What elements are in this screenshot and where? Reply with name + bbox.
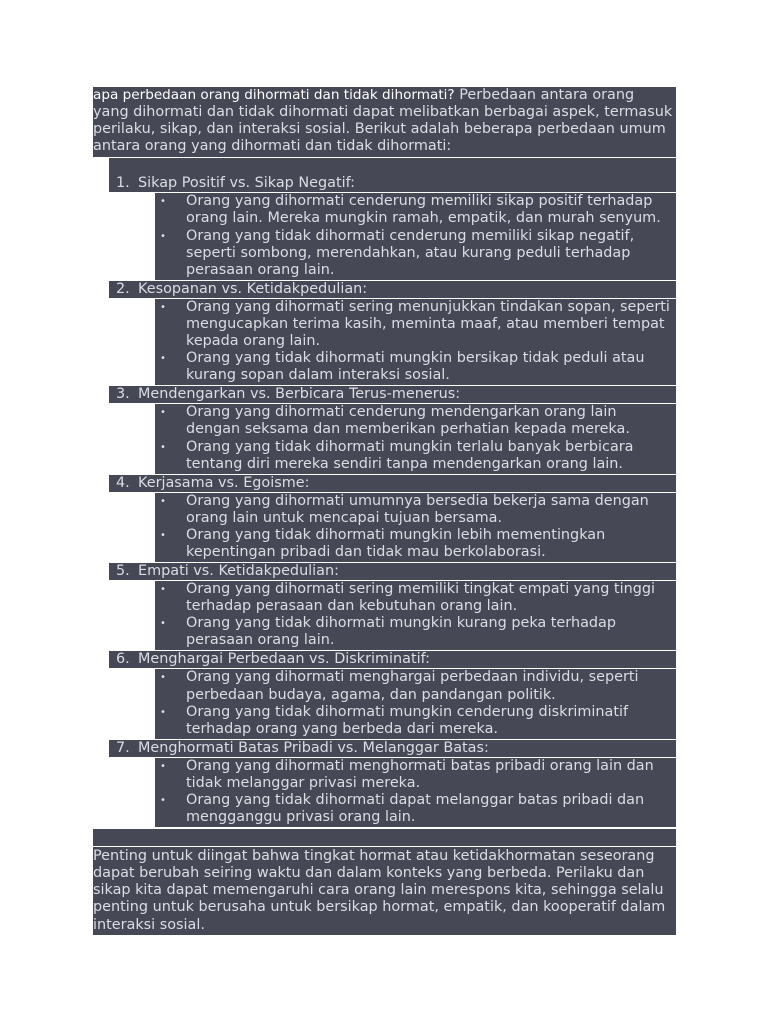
bullet-point	[155, 704, 676, 738]
bullet-point	[155, 299, 676, 350]
bullet-text: Orang yang tidak dihormati mungkin kurang peka terhadap perasaan orang lain.	[186, 615, 616, 649]
section-item	[93, 651, 676, 739]
section-item	[93, 740, 676, 828]
section-number: 5.	[116, 563, 130, 580]
bullet-list	[155, 193, 676, 280]
bullet-icon: •	[160, 441, 166, 453]
section-title: Sikap Positif vs. Sikap Negatif:	[138, 175, 356, 192]
bullet-text: Orang yang tidak dihormati mungkin terlalu banyak berbicara tentang diri mereka sendiri tanpa mendengarkan orang lain.	[186, 438, 634, 472]
section-item	[93, 175, 676, 280]
section-item	[93, 475, 676, 563]
bullet-point	[155, 439, 676, 473]
bullet-icon: •	[160, 672, 166, 684]
section-item	[93, 281, 676, 386]
section-heading	[109, 651, 676, 669]
bullet-icon: •	[160, 795, 166, 806]
bullet-list	[155, 404, 676, 474]
bullet-point	[155, 228, 676, 279]
bullet-list	[155, 669, 676, 739]
bullet-text: Orang yang tidak dihormati cenderung memiliki sikap negatif, seperti sombong, merendahkan, atau kurang peduli terhadap perasaan orang lain.	[186, 227, 635, 278]
bullet-point	[155, 193, 676, 227]
section-heading	[109, 475, 676, 493]
section-number: 7.	[116, 739, 130, 756]
section-heading	[109, 386, 676, 404]
section-title: Empati vs. Ketidakpedulian:	[138, 563, 339, 580]
bullet-icon: •	[160, 760, 166, 772]
bullet-icon: •	[160, 495, 166, 507]
empty-band-end	[93, 828, 676, 847]
bullet-point	[155, 581, 676, 615]
bullet-list	[155, 581, 676, 651]
section-title: Menghormati Batas Pribadi vs. Melanggar Batas:	[138, 739, 489, 756]
bullet-icon: •	[160, 196, 166, 208]
bullet-text: Orang yang dihormati cenderung mendengarkan orang lain dengan seksama dan memberikan perhatian kepada mereka.	[186, 404, 630, 438]
section-title: Kerjasama vs. Egoisme:	[138, 474, 310, 491]
bullet-point	[155, 493, 676, 527]
bullet-point	[155, 669, 676, 703]
bullet-text: Orang yang dihormati sering menunjukkan tindakan sopan, seperti mengucapkan terima kasih, meminta maaf, atau memberi tempat kepada orang lain.	[186, 298, 670, 350]
bullet-icon: •	[160, 301, 166, 313]
bullet-icon: •	[160, 230, 166, 242]
intro-question: apa perbedaan orang dihormati dan tidak dihormati?	[93, 87, 455, 103]
intro-paragraph	[93, 87, 676, 157]
empty-band	[109, 157, 676, 175]
bullet-point	[155, 792, 676, 826]
bullet-text: Orang yang tidak dihormati mungkin cenderung diskriminatif terhadap orang yang berbeda dari mereka.	[186, 703, 629, 737]
section-heading	[109, 563, 676, 581]
section-title: Menghargai Perbedaan vs. Diskriminatif:	[138, 651, 431, 668]
bullet-icon: •	[160, 529, 166, 541]
bullet-text: Orang yang dihormati menghargai perbedaan individu, seperti perbedaan budaya, agama, dan pandangan politik.	[186, 669, 639, 703]
bullet-icon: •	[160, 618, 166, 630]
section-number: 6.	[116, 651, 130, 668]
section-number: 2.	[116, 280, 130, 297]
bullet-point	[155, 615, 676, 649]
section-number: 4.	[116, 474, 130, 491]
bullet-text: Orang yang tidak dihormati mungkin lebih mementingkan kepentingan pribadi dan tidak mau berkolaborasi.	[186, 526, 606, 560]
bullet-point	[155, 758, 676, 792]
section-number: 3.	[116, 386, 130, 403]
bullet-text: Orang yang dihormati menghormati batas pribadi orang lain dan tidak melanggar privasi mereka.	[186, 757, 654, 791]
bullet-icon: •	[160, 584, 166, 596]
bullet-list	[155, 493, 676, 563]
section-title: Mendengarkan vs. Berbicara Terus-menerus:	[138, 386, 461, 403]
bullet-text: Orang yang dihormati sering memiliki tingkat empati yang tinggi terhadap perasaan dan kebutuhan orang lain.	[186, 581, 655, 615]
bullet-point	[155, 404, 676, 438]
document-page	[93, 87, 676, 935]
bullet-point	[155, 527, 676, 561]
intro-text: Perbedaan antara orang yang dihormati dan tidak dihormati dapat melibatkan berbagai aspek, termasuk perilaku, sikap, dan interaksi sosial. Berikut adalah beberapa perbedaan umum antara orang yang dihormati dan tidak dihormati:	[93, 87, 673, 155]
section-number: 1.	[116, 175, 130, 192]
closing-paragraph: Penting untuk diingat bahwa tingkat hormat atau ketidakhormatan seseorang dapat berubah seiring waktu dan dalam konteks yang berbeda. Perilaku dan sikap kita dapat memengaruhi cara orang lain merespons kita, sehingga selalu penting untuk berusaha untuk bersikap hormat, empatik, dan kooperatif dalam interaksi sosial.	[93, 847, 676, 934]
section-heading	[109, 175, 676, 193]
bullet-point	[155, 350, 676, 384]
bullet-list	[155, 758, 676, 828]
section-item	[93, 386, 676, 474]
section-list	[93, 175, 676, 828]
section-item	[93, 563, 676, 651]
bullet-text: Orang yang tidak dihormati mungkin bersikap tidak peduli atau kurang sopan dalam interaksi sosial.	[186, 350, 645, 384]
bullet-text: Orang yang dihormati cenderung memiliki sikap positif terhadap orang lain. Mereka mungkin ramah, empatik, dan murah senyum.	[186, 193, 661, 227]
bullet-icon: •	[160, 407, 166, 419]
section-title: Kesopanan vs. Ketidakpedulian:	[138, 280, 368, 297]
bullet-icon: •	[160, 706, 166, 718]
bullet-list	[155, 299, 676, 386]
section-heading	[109, 740, 676, 758]
bullet-text: Orang yang dihormati umumnya bersedia bekerja sama dengan orang lain untuk mencapai tujuan bersama.	[186, 492, 649, 526]
section-heading	[109, 281, 676, 299]
bullet-icon: •	[160, 353, 166, 365]
bullet-text: Orang yang tidak dihormati dapat melanggar batas pribadi dan mengganggu privasi orang lain.	[186, 792, 645, 826]
